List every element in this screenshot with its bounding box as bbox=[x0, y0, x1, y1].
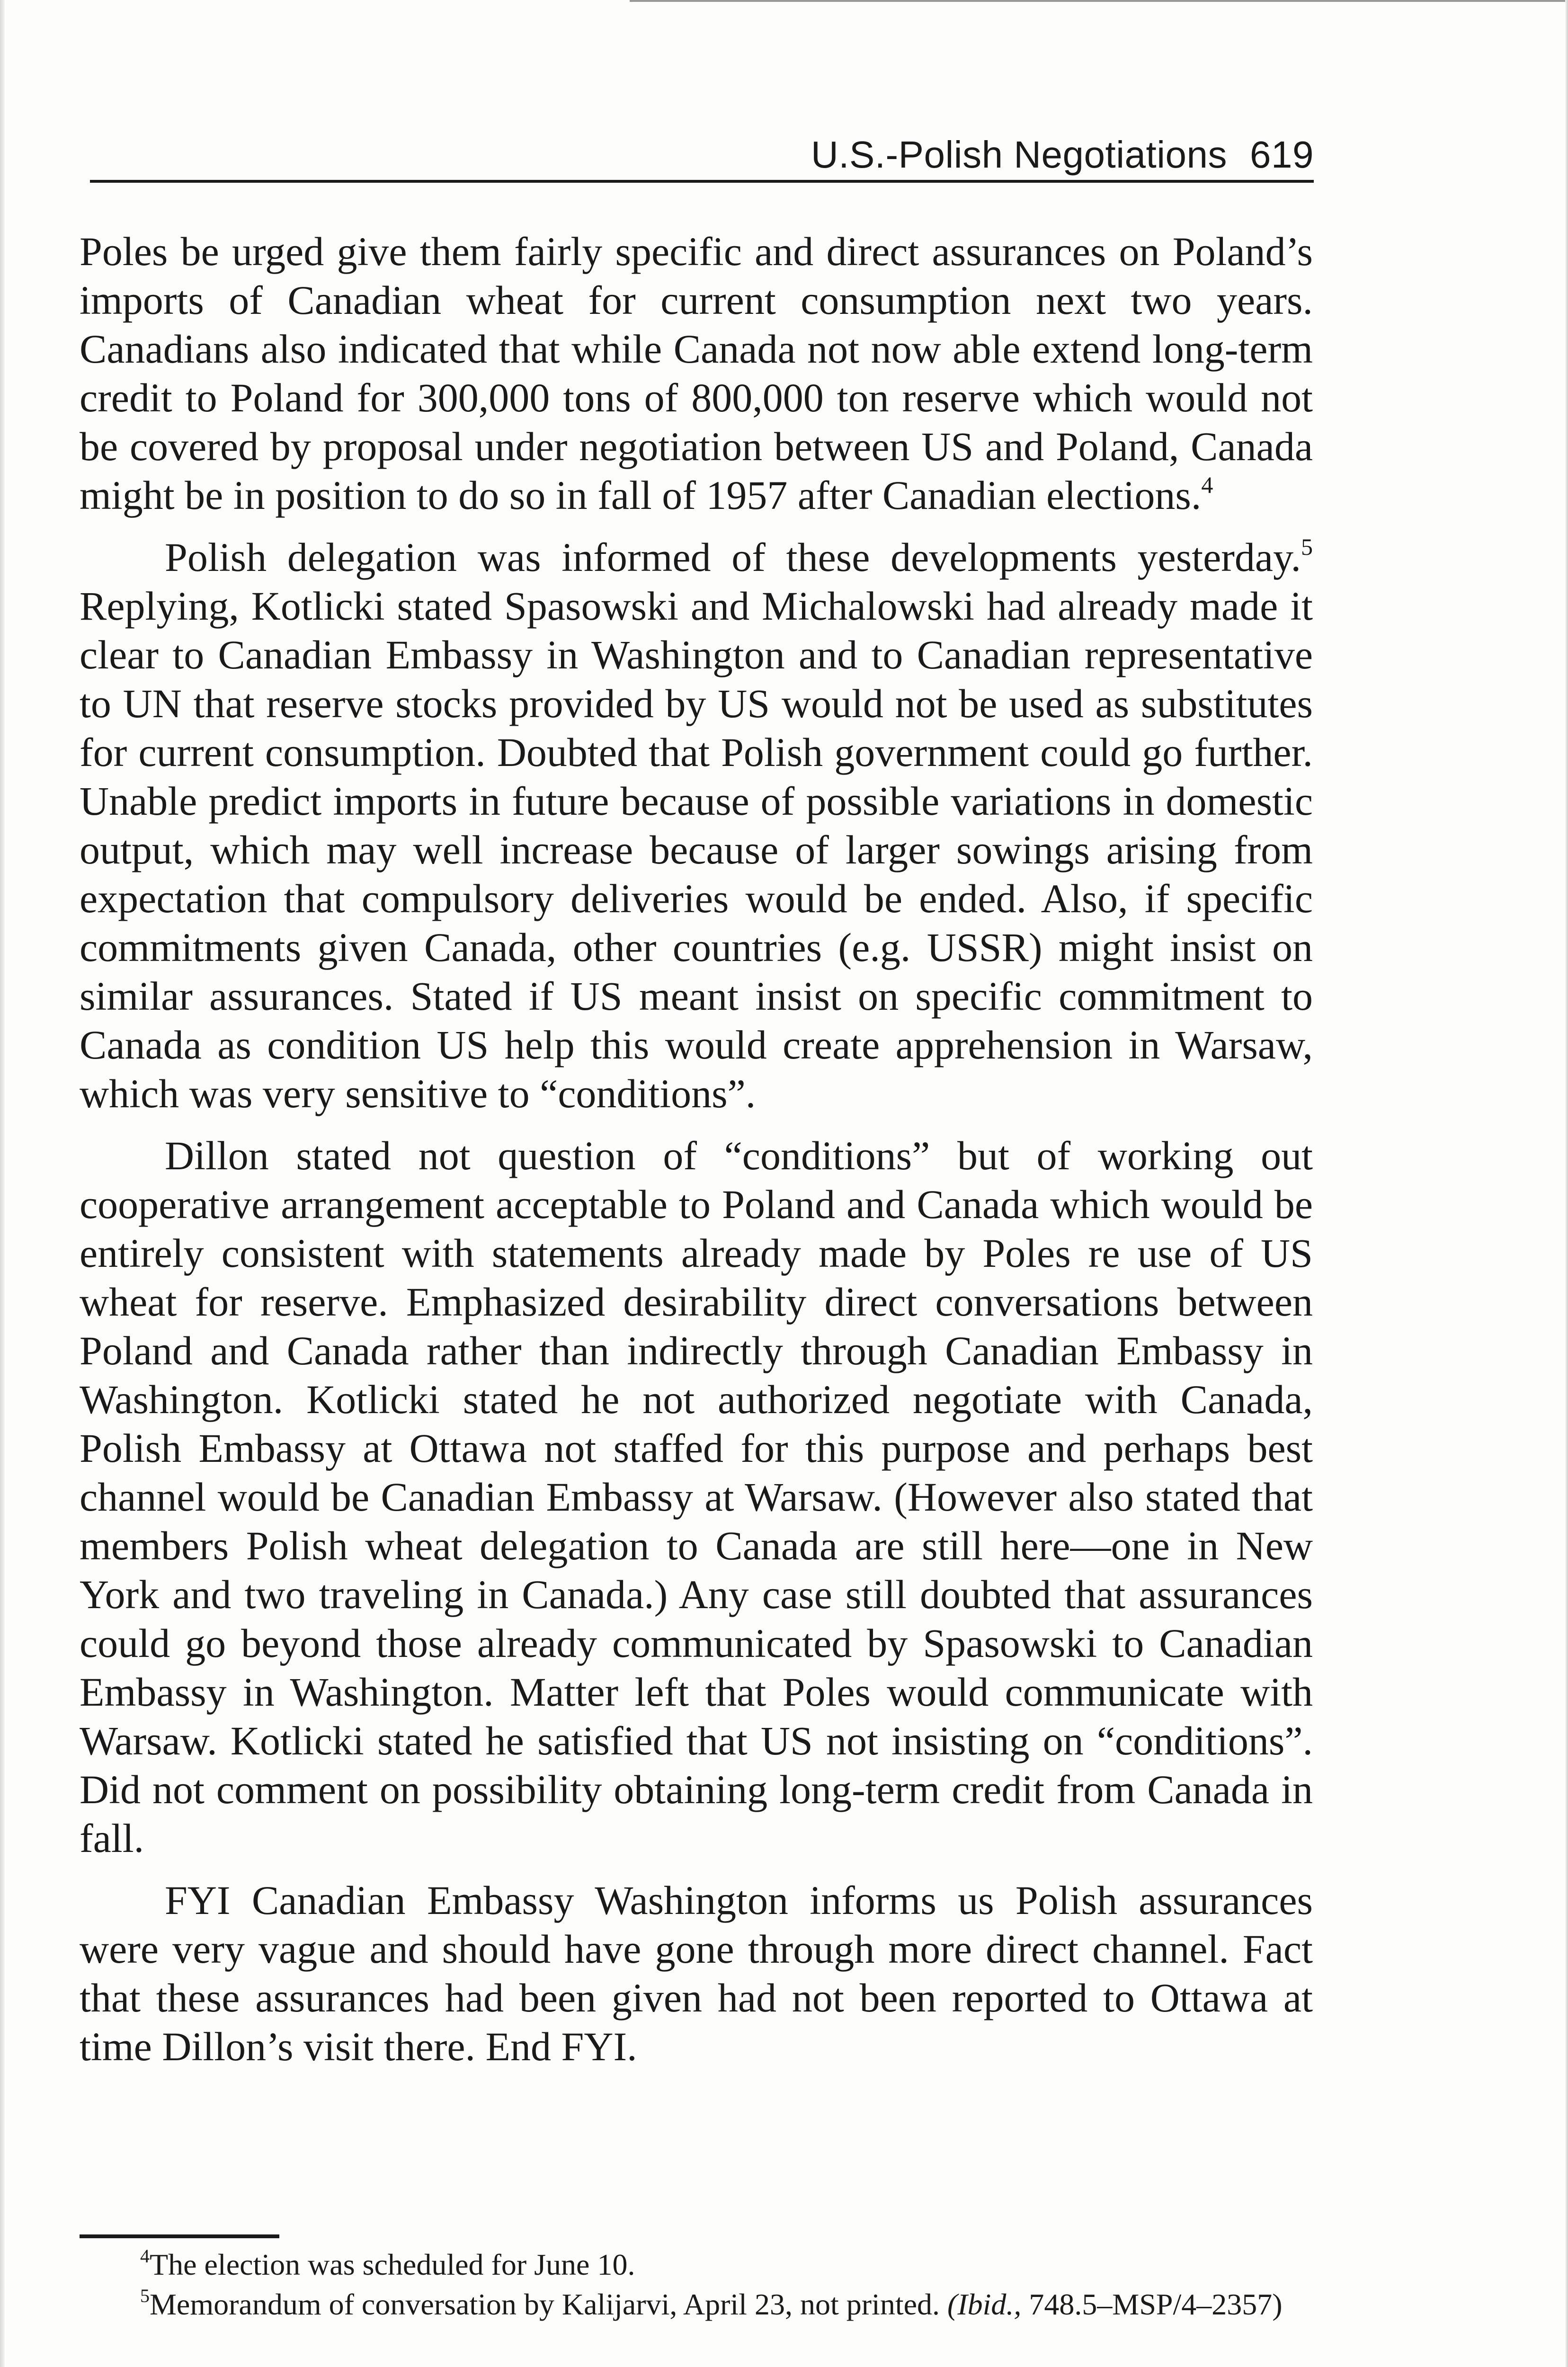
paragraph-3-text: Dillon stated not question of “conditions” but of working out cooperative arrangement acceptable to Poland and Canada which would be entirely consistent with statements already made by Poles re use of US wheat for reserve. Emphasized desirability direct conversations between Poland and Canada rather than indirectly through Canadian Embassy in Washington. Kotlicki stated he not authorized negotiate with Canada, Polish Embassy at Ottawa not staffed for this purpose and perhaps best channel would be Canadian Embassy at Warsaw. (However also stated that members Polish wheat delegation to Canada are still here—one in New York and two traveling in Canada.) Any case still doubted that assurances could go beyond those already communicated by Spasowski to Canadian Embassy in Washington. Matter left that Poles would communicate with Warsaw. Kotlicki stated he satisfied that US not insisting on “conditions”. Did not comment on possibility obtaining long-term credit from Canada in fall. bbox=[80, 1133, 1313, 1861]
paragraph-1-text: Poles be urged give them fairly specific and direct assurances on Poland’s imports of Canadian wheat for current consumption next two years. Canadians also indicated that while Canada not now able extend long-term credit to Poland for 300,000 tons of 800,000 ton reserve which would not be covered by proposal under negotiation between US and Poland, Canada might be in position to do so in fall of 1957 after Canadian elections. bbox=[80, 229, 1313, 518]
footnote-ref-5: 5 bbox=[1301, 534, 1313, 561]
running-head bbox=[90, 127, 1314, 183]
footnote-5-text: Memorandum of conversation by Kalijarvi, April 23, not printed. bbox=[150, 2287, 940, 2321]
paragraph-4-text: FYI Canadian Embassy Washington informs us Polish assurances were very vague and should have gone through more direct channel. Fact that these assurances had been given had not been reported to Ottawa at time Dillon’s visit there. End FYI. bbox=[80, 1878, 1313, 2069]
footnote-4 bbox=[80, 2245, 1301, 2285]
paragraph-3 bbox=[80, 1131, 1313, 1863]
footnote-divider bbox=[80, 2234, 279, 2238]
footnotes bbox=[80, 2245, 1301, 2324]
footnote-5-citation-ibid: (Ibid., bbox=[947, 2287, 1022, 2321]
running-head-title: U.S.-Polish Negotiations bbox=[811, 133, 1228, 176]
footnote-ref-4: 4 bbox=[1201, 472, 1213, 498]
scan-edge-left bbox=[0, 0, 5, 2367]
footnote-5 bbox=[80, 2285, 1301, 2324]
footnote-5-citation-file: 748.5–MSP/4–2357) bbox=[1029, 2287, 1283, 2321]
page-number: 619 bbox=[1250, 133, 1314, 176]
paragraph-1 bbox=[80, 227, 1313, 520]
scan-edge-right bbox=[1565, 0, 1568, 2367]
paragraph-2-text: Replying, Kotlicki stated Spasowski and Michalowski had already made it clear to Canadian Embassy in Washington and to Canadian representative to UN that reserve stocks provided by US would not be used as substitutes for current consumption. Doubted that Polish government could go further. Unable predict imports in future because of possible variations in domestic output, which may well increase because of larger sowings arising from expectation that compulsory deliveries would be ended. Also, if specific commitments given Canada, other countries (e.g. USSR) might insist on similar assurances. Stated if US meant insist on specific commitment to Canada as condition US help this would create apprehension in Warsaw, which was very sensitive to “conditions”. bbox=[80, 583, 1313, 1116]
scan-edge-top bbox=[630, 0, 1568, 2]
paragraph-2-lead: Polish delegation was informed of these developments yesterday. bbox=[165, 534, 1301, 580]
footnote-4-number: 4 bbox=[140, 2245, 150, 2267]
body-text bbox=[80, 227, 1313, 2084]
footnote-4-text: The election was scheduled for June 10. bbox=[150, 2248, 635, 2281]
paragraph-2 bbox=[80, 533, 1313, 1118]
paragraph-4 bbox=[80, 1876, 1313, 2071]
footnote-5-number: 5 bbox=[140, 2285, 150, 2306]
